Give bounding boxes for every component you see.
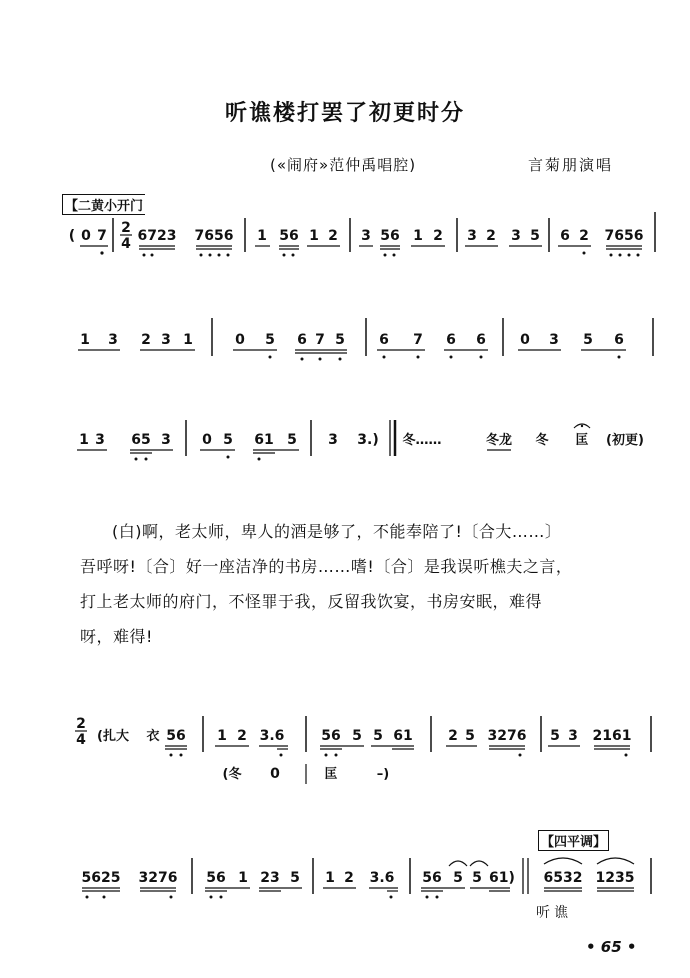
page-number: • 65 • [586, 938, 637, 956]
note-group: 6723 [137, 228, 177, 244]
svg-text:1: 1 [238, 870, 248, 886]
svg-text:1: 1 [413, 228, 423, 244]
svg-text:3: 3 [511, 228, 521, 244]
svg-text:1: 1 [309, 228, 319, 244]
svg-text:4: 4 [76, 732, 86, 748]
svg-text:3: 3 [328, 432, 338, 448]
note-group: 7656 [194, 228, 234, 244]
lyric-text: 听谯 [536, 905, 572, 921]
open-paren: ( [68, 228, 76, 244]
svg-text:3: 3 [467, 228, 477, 244]
svg-text:3.6: 3.6 [369, 870, 395, 886]
svg-text:1: 1 [257, 228, 267, 244]
svg-text:2: 2 [448, 728, 458, 744]
svg-text:3: 3 [95, 432, 105, 448]
svg-text:3276: 3276 [138, 870, 178, 886]
svg-text:3: 3 [108, 332, 118, 348]
svg-text:3.6: 3.6 [259, 728, 285, 744]
svg-text:5: 5 [453, 870, 463, 886]
svg-text:3276: 3276 [487, 728, 527, 744]
svg-text:65: 65 [131, 432, 151, 448]
svg-text:衣: 衣 [146, 729, 160, 744]
svg-text:3: 3 [568, 728, 578, 744]
svg-text:2: 2 [76, 716, 86, 732]
svg-text:2161: 2161 [592, 728, 632, 744]
svg-text:5625: 5625 [81, 870, 121, 886]
dialogue-line: (白)啊，老太师，卑人的酒是够了，不能奉陪了!〔合大……〕 [112, 522, 562, 541]
svg-text:1: 1 [325, 870, 335, 886]
svg-text:2: 2 [579, 228, 589, 244]
score-row-1 [69, 212, 655, 257]
svg-text:5: 5 [465, 728, 475, 744]
svg-text:2: 2 [237, 728, 247, 744]
svg-text:5: 5 [530, 228, 540, 244]
svg-text:5: 5 [335, 332, 345, 348]
svg-text:5: 5 [472, 870, 482, 886]
dialogue-line: 呀，难得! [80, 627, 153, 646]
score-row-4 [75, 716, 651, 784]
svg-text:5: 5 [290, 870, 300, 886]
svg-text:5: 5 [287, 432, 297, 448]
score-row-3 [77, 420, 644, 461]
svg-text:3.): 3.) [357, 432, 379, 448]
svg-text:1: 1 [80, 332, 90, 348]
svg-text:56: 56 [206, 870, 226, 886]
svg-text:6: 6 [379, 332, 389, 348]
svg-text:2: 2 [433, 228, 443, 244]
note: 0 [81, 228, 91, 244]
svg-text:7: 7 [413, 332, 423, 348]
svg-text:匡: 匡 [324, 767, 338, 782]
svg-text:5: 5 [223, 432, 233, 448]
svg-text:5: 5 [373, 728, 383, 744]
svg-text:56: 56 [279, 228, 299, 244]
section-tag-erhuang: 【二黄小开门 [62, 194, 145, 215]
time-sig-bottom: 4 [121, 236, 131, 252]
svg-text:5: 5 [265, 332, 275, 348]
svg-text:61): 61) [489, 870, 515, 886]
time-sig-top: 2 [121, 220, 131, 236]
svg-text:1: 1 [79, 432, 89, 448]
score-row-5 [82, 858, 651, 899]
svg-text:56: 56 [380, 228, 400, 244]
svg-text:5: 5 [550, 728, 560, 744]
svg-text:1: 1 [217, 728, 227, 744]
dialogue-line: 打上老太师的府门，不怪罪于我，反留我饮宴，书房安眠，难得 [80, 592, 543, 611]
svg-text:3: 3 [161, 332, 171, 348]
svg-text:0: 0 [235, 332, 245, 348]
svg-text:冬: 冬 [535, 433, 549, 448]
svg-text:(冬: (冬 [222, 767, 242, 782]
svg-text:冬……: 冬…… [402, 433, 442, 448]
dialogue-text [80, 514, 670, 654]
source-note: («闹府»范仲禹唱腔) [270, 156, 417, 174]
svg-text:6: 6 [560, 228, 570, 244]
svg-text:匡: 匡 [575, 433, 589, 448]
svg-text:3: 3 [361, 228, 371, 244]
score-row-2 [78, 318, 653, 361]
svg-text:61: 61 [393, 728, 413, 744]
svg-text:0: 0 [270, 766, 280, 782]
svg-text:6: 6 [614, 332, 624, 348]
svg-text:61: 61 [254, 432, 274, 448]
svg-text:(扎大: (扎大 [97, 729, 129, 744]
dialogue-line: 吾呼呀!〔合〕好一座洁净的书房……嗜!〔合〕是我误听樵夫之言， [80, 557, 573, 576]
svg-text:7656: 7656 [604, 228, 644, 244]
svg-text:0: 0 [520, 332, 530, 348]
note: 7 [97, 228, 107, 244]
svg-text:6: 6 [476, 332, 486, 348]
svg-text:(初更): (初更) [606, 433, 644, 448]
svg-text:2: 2 [141, 332, 151, 348]
svg-text:6: 6 [446, 332, 456, 348]
svg-text:2: 2 [344, 870, 354, 886]
section-tag-siping: 【四平调】 [538, 830, 609, 851]
svg-text:56: 56 [321, 728, 341, 744]
svg-text:–): –) [376, 767, 390, 782]
svg-text:2: 2 [486, 228, 496, 244]
svg-text:冬龙: 冬龙 [485, 433, 513, 448]
singer-credit: 言菊朋演唱 [528, 156, 614, 174]
svg-text:3: 3 [549, 332, 559, 348]
svg-text:0: 0 [202, 432, 212, 448]
svg-text:1: 1 [183, 332, 193, 348]
svg-text:23: 23 [260, 870, 280, 886]
svg-text:5: 5 [583, 332, 593, 348]
page-title: 听谯楼打罢了初更时分 [224, 101, 465, 126]
svg-text:3: 3 [161, 432, 171, 448]
svg-text:56: 56 [166, 728, 186, 744]
svg-text:56: 56 [422, 870, 442, 886]
svg-text:1235: 1235 [595, 870, 635, 886]
svg-text:6532: 6532 [543, 870, 583, 886]
svg-text:5: 5 [352, 728, 362, 744]
svg-text:2: 2 [328, 228, 338, 244]
svg-text:6: 6 [297, 332, 307, 348]
svg-text:7: 7 [315, 332, 325, 348]
